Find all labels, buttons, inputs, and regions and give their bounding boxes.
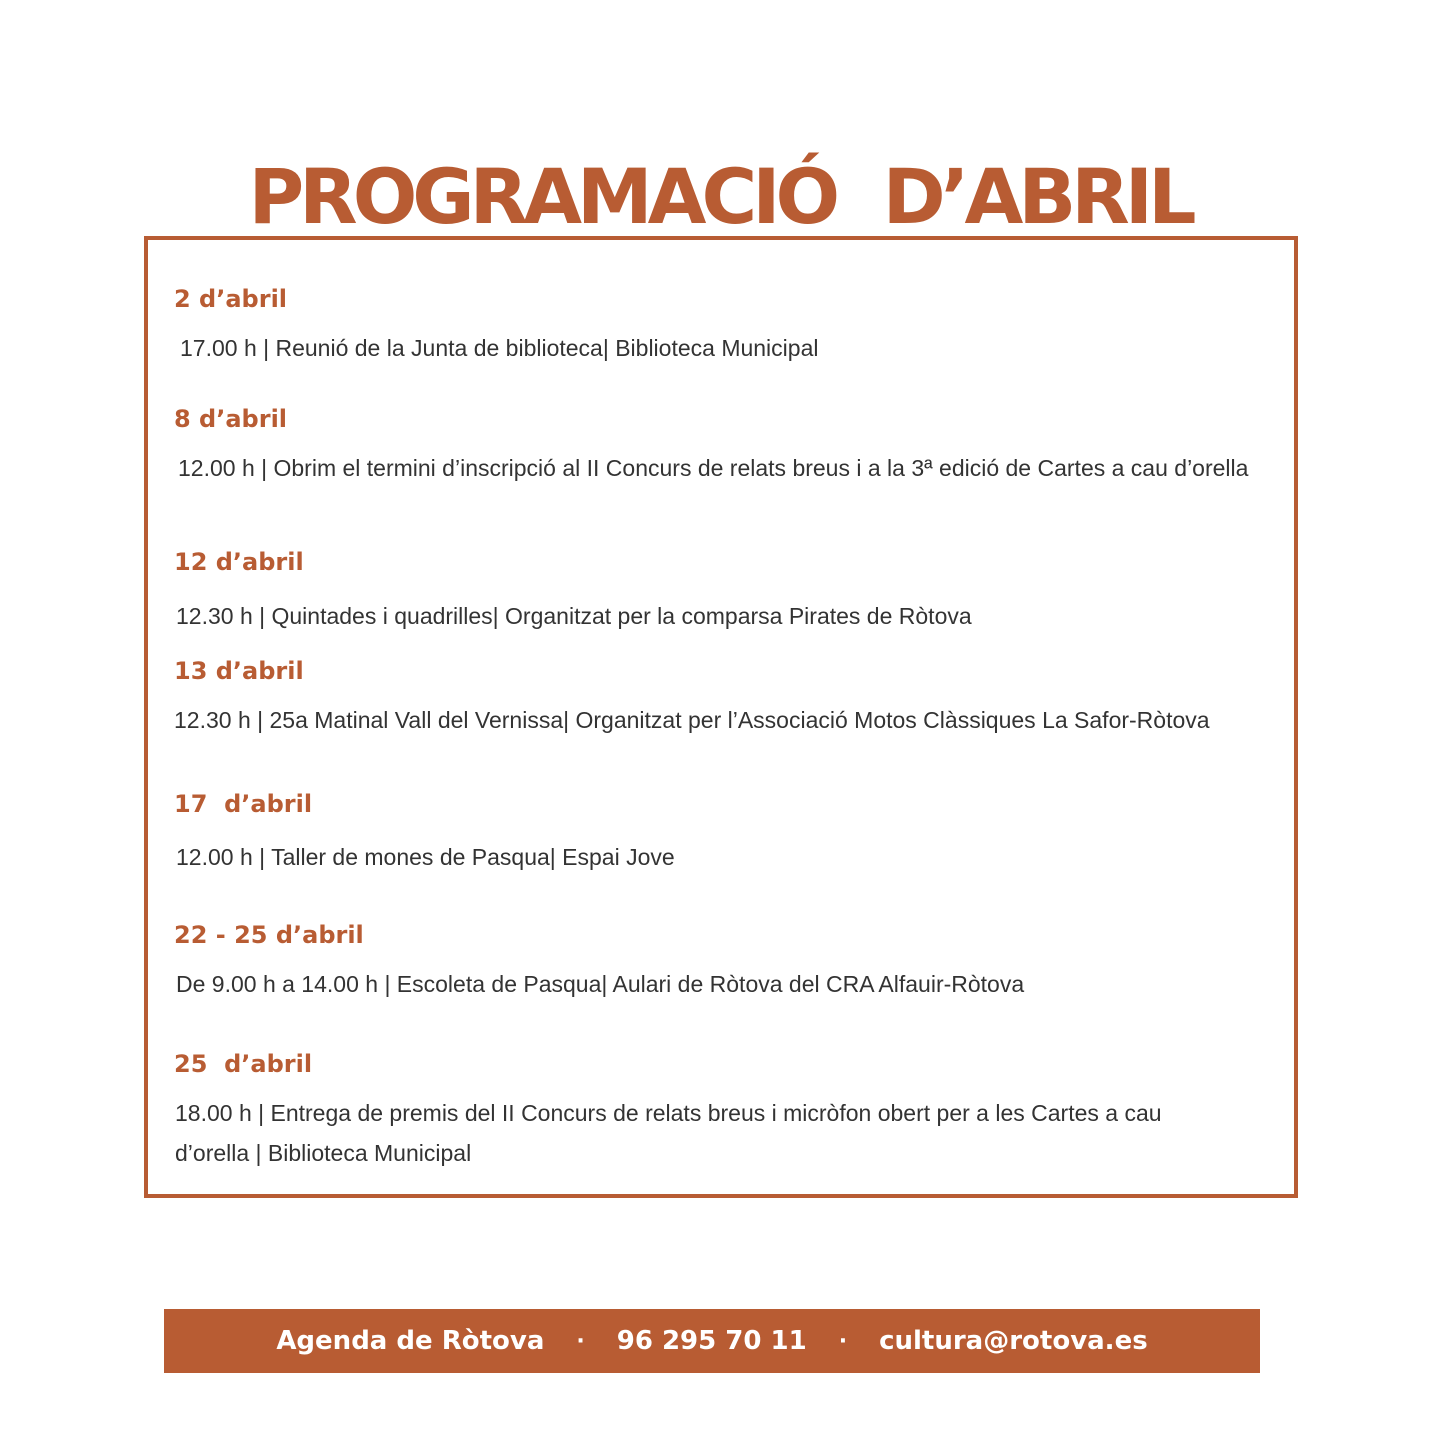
event-date-5: 17 d’abril <box>174 790 313 818</box>
footer-contact-bar <box>164 1309 1260 1373</box>
footer-agenda: Agenda de Ròtova <box>276 1326 545 1356</box>
page-title: PROGRAMACIÓ D’ABRIL <box>248 151 1192 241</box>
event-date-2: 8 d’abril <box>174 405 288 433</box>
footer-phone: 96 295 70 11 <box>616 1326 807 1356</box>
event-description-2: 12.00 h | Obrim el termini d’inscripció al II Concurs de relats breus i a la 3ª edició de Cartes a cau d’orella <box>178 455 1249 481</box>
footer-separator: · <box>838 1328 848 1354</box>
event-description-7: 18.00 h | Entrega de premis del II Concurs de relats breus i micròfon obert per a les Cartes a cau d’orella | Biblioteca Municipal <box>175 1100 1162 1166</box>
event-date-4: 13 d’abril <box>174 657 304 685</box>
event-date-1: 2 d’abril <box>174 285 288 313</box>
event-description-3: 12.30 h | Quintades i quadrilles| Organitzat per la comparsa Pirates de Ròtova <box>176 603 972 629</box>
event-description-1: 17.00 h | Reunió de la Junta de biblioteca| Biblioteca Municipal <box>180 335 819 361</box>
footer-separator: · <box>576 1328 585 1354</box>
event-description-5: 12.00 h | Taller de mones de Pasqua| Espai Jove <box>176 844 675 870</box>
event-date-3: 12 d’abril <box>174 548 304 576</box>
event-date-6: 22 - 25 d’abril <box>174 921 364 949</box>
event-date-7: 25 d’abril <box>174 1050 313 1078</box>
footer-email: cultura@rotova.es <box>879 1326 1148 1356</box>
event-description-4: 12.30 h | 25a Matinal Vall del Vernissa| Organitzat per l’Associació Motos Clàssiques La Safor-Ròtova <box>174 707 1210 733</box>
event-description-6: De 9.00 h a 14.00 h | Escoleta de Pasqua| Aulari de Ròtova del CRA Alfauir-Ròtova <box>176 971 1025 997</box>
